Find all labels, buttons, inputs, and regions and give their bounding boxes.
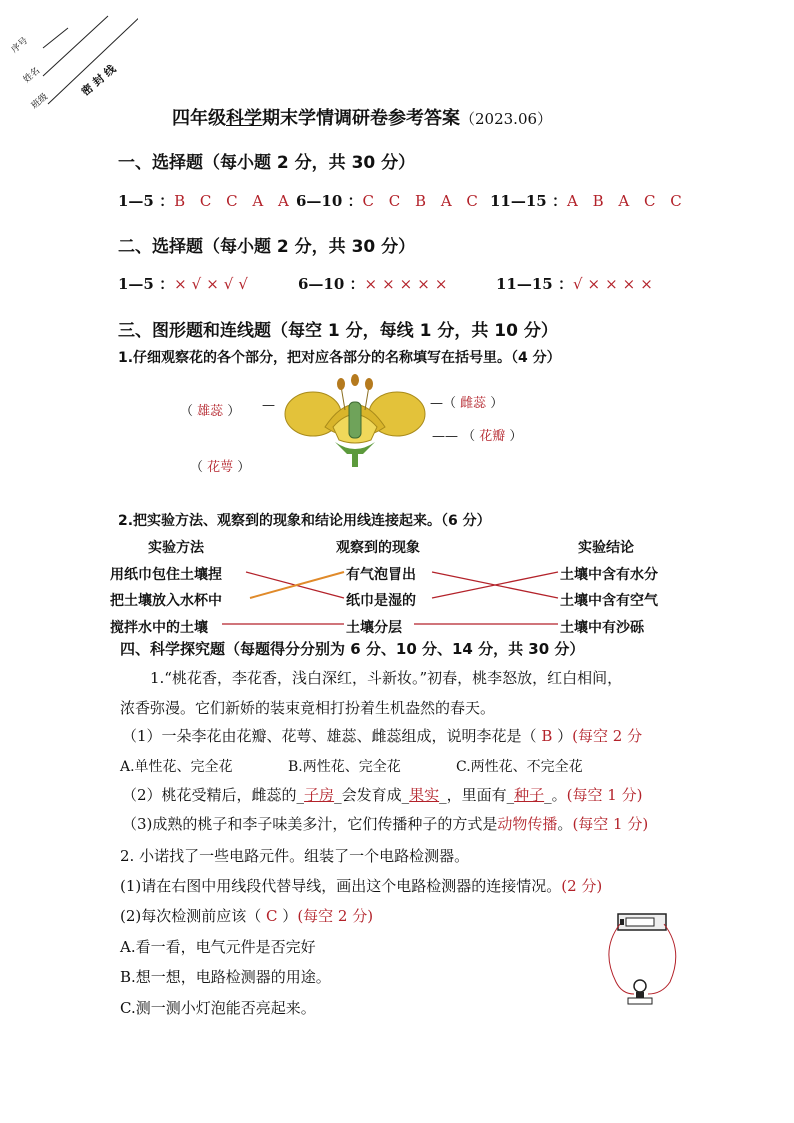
method-item: 搅拌水中的土壤: [110, 620, 208, 636]
matching-question: 2.把实验方法、观察到的现象和结论用线连接起来。（6 分）: [118, 513, 491, 529]
option-a: A.单性花、完全花: [120, 759, 233, 775]
match-line: [246, 572, 344, 598]
match-line: [432, 572, 558, 598]
match-line: [432, 572, 558, 598]
flower-question: 1.仔细观察花的各个部分，把对应各部分的名称填写在括号里。（4 分）: [118, 350, 561, 366]
serial-label: 序号: [9, 36, 31, 56]
q3-line: （3)成熟的桃子和李子味美多汁，它们传播种子的方式是动物传播。(每空 1 分): [122, 815, 649, 833]
circuit-tester-diagram: [600, 910, 680, 1010]
section3-heading: 三、图形题和连线题（每空 1 分，每线 1 分，共 10 分）: [118, 321, 558, 341]
section4-heading: 四、科学探究题（每题得分分别为 6 分、10 分、14 分，共 30 分）: [120, 640, 585, 658]
conclusion-item: 土壤中含有水分: [560, 567, 658, 583]
conclusion-header: 实验结论: [578, 540, 634, 556]
page-title: 四年级科学期末学情调研卷参考答案（2023.06）: [172, 108, 553, 129]
section1-heading: 一、选择题（每小题 2 分，共 30 分）: [118, 153, 416, 173]
circuit-option-a: A.看一看，电气元件是否完好: [120, 938, 316, 956]
seal-line-corner: [8, 6, 138, 121]
conclusion-item: 土壤中含有空气: [560, 593, 658, 609]
circuit-q1: (1)请在右图中用线段代替导线，画出这个电路检测器的连接情况。(2 分): [120, 877, 603, 895]
method-item: 把土壤放入水杯中: [110, 593, 222, 609]
section2-heading: 二、选择题（每小题 2 分，共 30 分）: [118, 237, 416, 257]
circuit-option-b: B.想一想，电路检测器的用途。: [120, 968, 331, 986]
flower-diagram: [275, 372, 435, 467]
section1-answers: 1—5 ：B C C A A: [118, 192, 294, 210]
sepal-label: （ 花萼 ）: [190, 460, 251, 475]
phenomenon-item: 有气泡冒出: [346, 567, 416, 583]
phenomenon-item: 土壤分层: [346, 620, 402, 636]
stamen-label: （ 雄蕊 ）: [180, 404, 241, 419]
circuit-option-c: C.测一测小灯泡能否亮起来。: [120, 999, 316, 1017]
circuit-q2: (2)每次检测前应该（ C ）(每空 2 分): [120, 907, 374, 925]
option-b: B.两性花、完全花: [288, 759, 401, 775]
circuit-question: 2. 小诺找了一些电路元件。组装了一个电路检测器。: [120, 847, 470, 865]
class-label: 班级: [29, 92, 51, 112]
section2-answers: 1—5 ：×√×√√: [118, 275, 253, 293]
q2-line: （2）桃花受精后，雌蕊的_子房_会发育成_果实_，里面有_种子_。(每空 1 分): [122, 786, 643, 804]
poem-paragraph-line1: 1.“桃花香，李花香，浅白深红，斗新妆。”初春，桃李怒放，红白相间，: [150, 669, 623, 687]
phenomenon-item: 纸巾是湿的: [346, 593, 416, 609]
pistil-label: —（ 雌蕊 ）: [430, 396, 504, 411]
method-header: 实验方法: [148, 540, 204, 556]
q1-line: （1）一朵李花由花瓣、花萼、雄蕊、雌蕊组成，说明李花是（ B ）(每空 2 分: [122, 727, 643, 745]
method-item: 用纸巾包住土壤捏: [110, 567, 222, 583]
poem-paragraph-line2: 浓香弥漫。它们新娇的装束竟相打扮着生机盎然的春天。: [120, 699, 496, 717]
name-label: 姓名: [21, 66, 43, 86]
seal-line-label: 密 封 线: [78, 62, 119, 99]
conclusion-item: 土壤中有沙砾: [560, 620, 644, 636]
match-line: [250, 572, 344, 598]
option-c: C.两性花、不完全花: [456, 759, 583, 775]
petal-label: —— （ 花瓣 ）: [432, 429, 523, 444]
phenomenon-header: 观察到的现象: [336, 540, 420, 556]
